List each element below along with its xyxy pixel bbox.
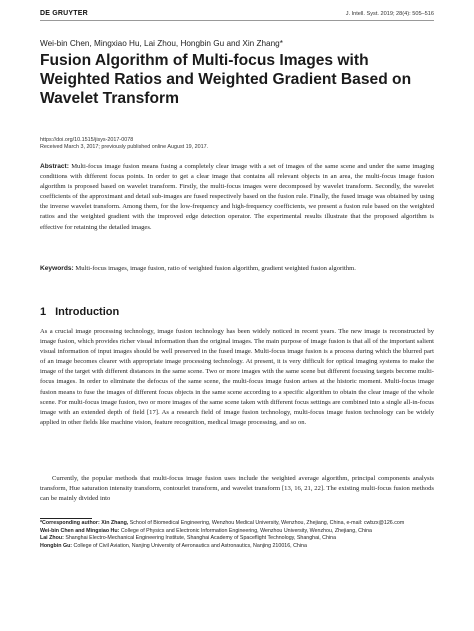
publisher-name: DE GRUYTER	[40, 10, 88, 17]
section-title: Introduction	[55, 306, 120, 318]
footnotes	[40, 520, 434, 551]
footnote-corresponding-author: *Corresponding author: Xin Zhang, School of Biomedical Engineering, Wenzhou Medical University, Wenzhou, Zhejiang, China, e-mail: cwbzx@126.com	[40, 520, 405, 526]
footnote-affiliation: Hongbin Gu: College of Civil Aviation, Nanjing University of Aeronautics and Astronautics, Nanjing 210016, China	[40, 543, 307, 550]
body-paragraph: As a crucial image processing technology, image fusion technology has been widely noticed in recent years. The new image is reconstructed by image fusion, which provides richer visual information than the original images. The main purpose of image fusion is that all of the important salient visual information of input images should be well preserved in the fused image. Multi-focus image fusion is a process during which the blurred part of an image becomes clearer with appropriate image processing technology. At present, it is very difficult for optical imaging systems to make the image of the target with different distances in the same scene. Two or more images with the same scene but different focusing targets become multi-focus images. In order to eliminate the defocus of the same scene, the multi-focus image fusion arises at the historic moment. Multi-focus image fusion means to fuse the images of different focus objects in the same scene according to a specific algorithm to obtain the clear image of the whole scene. For multi-focus image fusion, two or more images of the same scene taken with different focus settings are combined into a single all-in-focus image with an extended depth of field [17]. As a research field of image fusion technology, multi-focus image fusion technology can be widely applied in other fields like machine vision, feature recognition, medical image processing, and so on.	[40, 328, 434, 426]
paper-title: Fusion Algorithm of Multi-focus Images with Weighted Ratios and Weighted Gradient Based on Wavelet Transform	[40, 52, 412, 107]
page-header	[40, 10, 434, 21]
footnote-affiliation: Wei-bin Chen and Mingxiao Hu: College of Physics and Electronic Information Engineering, Wenzhou University, Wenzhou, Zhejiang, China	[40, 527, 372, 534]
received-date: Received March 3, 2017; previously published online August 19, 2017.	[40, 144, 209, 151]
abstract-label: Abstract:	[40, 163, 69, 170]
footnote-divider	[40, 518, 92, 519]
section-number: 1	[40, 306, 47, 318]
article-meta	[40, 137, 434, 152]
journal-reference: J. Intell. Syst. 2019; 28(4): 505–516	[345, 11, 434, 17]
doi-link[interactable]: https://doi.org/10.1515/jisys-2017-0078	[40, 137, 134, 143]
body-paragraph: Currently, the popular methods that multi-focus image fusion uses include the weighted average algorithm, principal components analysis transform, Hue saturation intensity transform, contourlet transform, and wavelet transform [13, 16, 21, 22]. The existing multi-focus fusion methods can be mainly divided into	[40, 475, 434, 503]
keywords-label: Keywords:	[40, 265, 74, 272]
abstract-text: Multi-focus image fusion means fusing a completely clear image with a set of images of the same scene and under the same imaging conditions with different focus points. In order to get a clear image that contains all relevant objects in an area, the multi-focus image fusion algorithm is proposed based on wavelet transform. Firstly, the multi-focus images were decomposed by wavelet transform. Secondly, the wavelet coefficients of the approximant and detail sub-images are fused respectively based on the fusion rule. Finally, the fused image was obtained by using the inverse wavelet transform. Among them, for the low-frequency and high-frequency coefficients, we present a fusion rule based on the weighted ratios and the weighted gradient with the improved edge detection operator. The experimental results illustrate that the proposed algorithm is effective for retaining the detailed images.	[40, 163, 434, 231]
keywords	[40, 264, 434, 274]
footnote-affiliation: Lai Zhou: Shanghai Electro-Mechanical Engineering Institute, Shanghai Academy of Spaceflight Technology, Shanghai, China	[40, 535, 337, 542]
author-list: Wei-bin Chen, Mingxiao Hu, Lai Zhou, Hongbin Gu and Xin Zhang*	[40, 39, 283, 48]
keywords-text: Multi-focus images, image fusion, ratio of weighted fusion algorithm, gradient weighted fusion algorithm.	[75, 265, 356, 272]
section-heading-introduction	[40, 306, 434, 318]
abstract	[40, 162, 434, 233]
